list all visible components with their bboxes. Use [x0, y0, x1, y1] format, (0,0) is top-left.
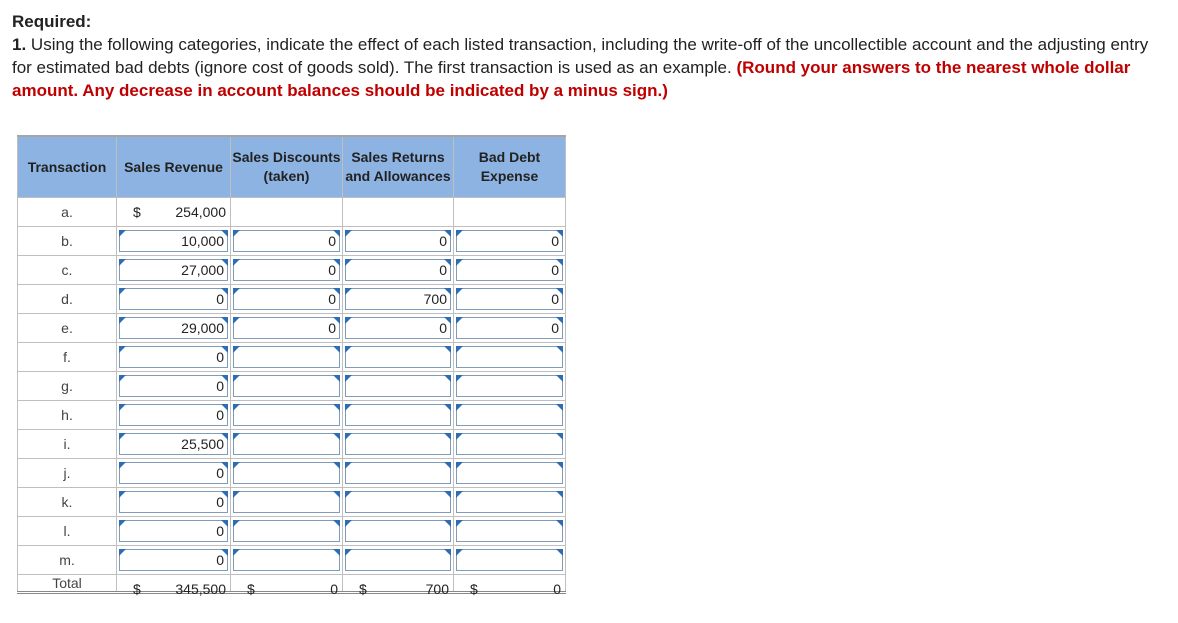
total-sales-returns-cell — [343, 575, 454, 597]
bad-debt-expense-input[interactable] — [456, 462, 563, 484]
bad-debt-expense-input[interactable] — [456, 346, 563, 368]
header-transaction: Transaction — [18, 136, 117, 198]
required-heading: Required: — [12, 12, 92, 31]
sales-discounts-input[interactable] — [233, 520, 340, 542]
example-sales-revenue: 254,000 — [175, 204, 226, 220]
sales-revenue-cell — [117, 372, 231, 401]
bad-debt-expense-cell — [454, 546, 566, 575]
row-label: c. — [18, 256, 117, 285]
sales-revenue-input[interactable]: 0 — [119, 288, 228, 310]
sales-discounts-input[interactable] — [233, 491, 340, 513]
rounding-note: (Round your answers to the nearest whole dollar amount. Any decrease in account balances should be indicated by a minus sign.) — [12, 58, 1131, 100]
bad-debt-expense-cell — [454, 488, 566, 517]
sales-returns-cell — [343, 314, 454, 343]
sales-returns-cell — [343, 256, 454, 285]
bad-debt-expense-cell — [454, 459, 566, 488]
sales-returns-input[interactable] — [345, 491, 451, 513]
sales-discounts-cell — [231, 285, 343, 314]
sales-returns-cell — [343, 343, 454, 372]
currency-symbol: $ — [247, 581, 255, 597]
sales-revenue-cell — [117, 343, 231, 372]
sales-revenue-cell — [117, 430, 231, 459]
header-sales-returns: Sales Returns and Allowances — [343, 136, 454, 198]
total-bad-debt-cell — [454, 575, 566, 597]
sales-returns-input[interactable] — [345, 549, 451, 571]
sales-returns-cell — [343, 285, 454, 314]
bad-debt-expense-input[interactable] — [456, 520, 563, 542]
sales-revenue-input[interactable]: 0 — [119, 491, 228, 513]
header-sales-revenue: Sales Revenue — [117, 136, 231, 198]
bad-debt-expense-input[interactable]: 0 — [456, 317, 563, 339]
row-label: i. — [18, 430, 117, 459]
bad-debt-expense-cell — [454, 372, 566, 401]
sales-revenue-cell — [117, 227, 231, 256]
row-label: m. — [18, 546, 117, 575]
sales-returns-input[interactable]: 0 — [345, 259, 451, 281]
total-sales-discounts: 0 — [330, 581, 338, 597]
sales-discounts-cell — [231, 314, 343, 343]
total-sales-returns: 700 — [425, 581, 449, 597]
transaction-table — [17, 135, 566, 597]
sales-discounts-input[interactable] — [233, 375, 340, 397]
bad-debt-expense-cell — [454, 343, 566, 372]
sales-returns-cell — [343, 227, 454, 256]
bad-debt-expense-input[interactable]: 0 — [456, 259, 563, 281]
sales-returns-cell — [343, 517, 454, 546]
sales-returns-input[interactable] — [345, 404, 451, 426]
sales-discounts-input[interactable]: 0 — [233, 317, 340, 339]
bad-debt-expense-cell — [454, 285, 566, 314]
table-row — [18, 256, 566, 285]
bad-debt-expense-input[interactable] — [456, 433, 563, 455]
sales-discounts-cell — [231, 546, 343, 575]
total-bad-debt: 0 — [553, 581, 561, 597]
example-empty-cell — [454, 198, 566, 227]
sales-revenue-cell — [117, 488, 231, 517]
sales-discounts-cell — [231, 459, 343, 488]
bad-debt-expense-input[interactable] — [456, 491, 563, 513]
bad-debt-expense-input[interactable] — [456, 549, 563, 571]
table-row — [18, 314, 566, 343]
sales-discounts-cell — [231, 372, 343, 401]
sales-discounts-cell — [231, 343, 343, 372]
sales-revenue-input[interactable]: 0 — [119, 462, 228, 484]
bad-debt-expense-input[interactable]: 0 — [456, 230, 563, 252]
sales-revenue-input[interactable]: 27,000 — [119, 259, 228, 281]
bad-debt-expense-input[interactable]: 0 — [456, 288, 563, 310]
bad-debt-expense-cell — [454, 256, 566, 285]
sales-returns-cell — [343, 488, 454, 517]
header-bad-debt-expense: Bad Debt Expense — [454, 136, 566, 198]
question-text — [12, 33, 1172, 102]
sales-discounts-cell — [231, 517, 343, 546]
sales-returns-cell — [343, 459, 454, 488]
row-label: e. — [18, 314, 117, 343]
row-label: g. — [18, 372, 117, 401]
table-row-example — [18, 198, 566, 227]
bad-debt-expense-input[interactable] — [456, 404, 563, 426]
row-label: d. — [18, 285, 117, 314]
header-row — [18, 136, 566, 198]
sales-discounts-input[interactable]: 0 — [233, 230, 340, 252]
total-sales-discounts-cell — [231, 575, 343, 597]
row-label: b. — [18, 227, 117, 256]
bad-debt-expense-cell — [454, 227, 566, 256]
sales-revenue-cell — [117, 285, 231, 314]
sales-discounts-input[interactable] — [233, 404, 340, 426]
example-empty-cell — [343, 198, 454, 227]
row-label: h. — [18, 401, 117, 430]
sales-returns-input[interactable] — [345, 346, 451, 368]
table-row — [18, 546, 566, 575]
total-row — [18, 575, 566, 593]
sales-returns-input[interactable] — [345, 520, 451, 542]
sales-returns-cell — [343, 546, 454, 575]
sales-returns-input[interactable] — [345, 462, 451, 484]
row-label: a. — [18, 198, 117, 227]
sales-revenue-input[interactable]: 0 — [119, 520, 228, 542]
sales-discounts-cell — [231, 227, 343, 256]
question-number: 1. — [12, 35, 27, 54]
example-empty-cell — [231, 198, 343, 227]
sales-revenue-input[interactable]: 25,500 — [119, 433, 228, 455]
sales-revenue-input[interactable]: 29,000 — [119, 317, 228, 339]
sales-revenue-input[interactable]: 0 — [119, 375, 228, 397]
table-row — [18, 227, 566, 256]
row-label: f. — [18, 343, 117, 372]
table-row — [18, 372, 566, 401]
sales-returns-input[interactable] — [345, 433, 451, 455]
sales-revenue-input[interactable]: 0 — [119, 549, 228, 571]
sales-revenue-cell — [117, 459, 231, 488]
total-label: Total — [18, 575, 117, 593]
header-sales-discounts: Sales Discounts (taken) — [231, 136, 343, 198]
question-body: Using the following categories, indicate the effect of each listed transaction, including the write-off of the uncollectible account and the adjusting entry for estimated bad debts (ignore cost of goods sold). The first transaction is used as an example. — [12, 35, 1149, 77]
sales-discounts-input[interactable] — [233, 433, 340, 455]
row-label: l. — [18, 517, 117, 546]
sales-discounts-cell — [231, 430, 343, 459]
table-row — [18, 343, 566, 372]
sales-returns-input[interactable] — [345, 375, 451, 397]
sales-returns-cell — [343, 430, 454, 459]
sales-returns-cell — [343, 401, 454, 430]
sales-revenue-input[interactable]: 0 — [119, 346, 228, 368]
sales-discounts-input[interactable] — [233, 462, 340, 484]
sales-returns-input[interactable]: 700 — [345, 288, 451, 310]
sales-discounts-cell — [231, 401, 343, 430]
example-sales-revenue-cell — [117, 198, 231, 227]
bad-debt-expense-cell — [454, 401, 566, 430]
sales-revenue-cell — [117, 517, 231, 546]
currency-symbol: $ — [470, 581, 478, 597]
sales-discounts-input[interactable]: 0 — [233, 259, 340, 281]
bad-debt-expense-cell — [454, 430, 566, 459]
sales-revenue-input[interactable]: 0 — [119, 404, 228, 426]
sales-revenue-cell — [117, 256, 231, 285]
sales-returns-input[interactable]: 0 — [345, 317, 451, 339]
currency-symbol: $ — [133, 581, 141, 597]
sales-revenue-cell — [117, 314, 231, 343]
table-row — [18, 430, 566, 459]
bad-debt-expense-input[interactable] — [456, 375, 563, 397]
table-row — [18, 459, 566, 488]
currency-symbol: $ — [133, 204, 141, 220]
sales-discounts-input[interactable]: 0 — [233, 288, 340, 310]
row-label: k. — [18, 488, 117, 517]
sales-discounts-cell — [231, 256, 343, 285]
currency-symbol: $ — [359, 581, 367, 597]
sales-revenue-cell — [117, 546, 231, 575]
sales-discounts-input[interactable] — [233, 549, 340, 571]
sales-returns-cell — [343, 372, 454, 401]
table-row — [18, 401, 566, 430]
sales-revenue-cell — [117, 401, 231, 430]
sales-discounts-cell — [231, 488, 343, 517]
bad-debt-expense-cell — [454, 517, 566, 546]
instructions — [12, 10, 1172, 102]
table-row — [18, 517, 566, 546]
row-label: j. — [18, 459, 117, 488]
total-sales-revenue: 345,500 — [175, 581, 226, 597]
sales-discounts-input[interactable] — [233, 346, 340, 368]
total-sales-revenue-cell — [117, 575, 231, 597]
sales-revenue-input[interactable]: 10,000 — [119, 230, 228, 252]
table-row — [18, 488, 566, 517]
sales-returns-input[interactable]: 0 — [345, 230, 451, 252]
table-row — [18, 285, 566, 314]
bad-debt-expense-cell — [454, 314, 566, 343]
